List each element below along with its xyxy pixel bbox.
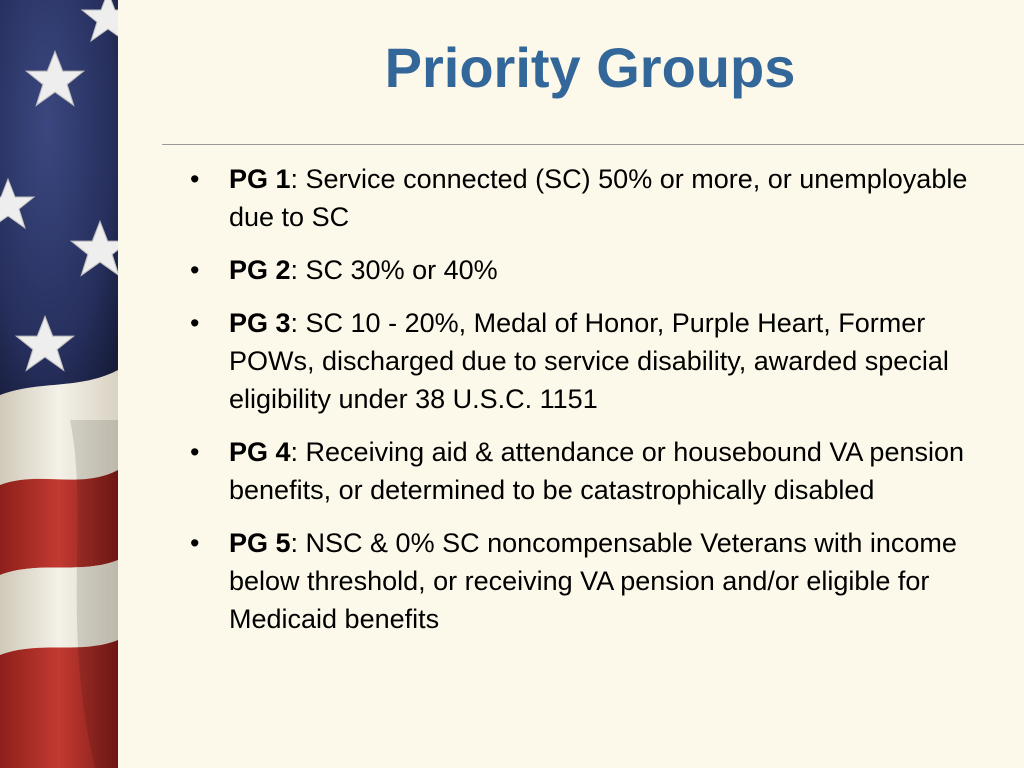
flag-graphic <box>0 0 118 768</box>
bullet-dot: • <box>190 164 200 194</box>
bullet-text: : NSC & 0% SC noncompensable Veterans with income below threshold, or receiving VA pension and/or eligible for Medicaid benefits <box>229 528 957 634</box>
bullet-dot: • <box>190 255 200 285</box>
bullet-dot: • <box>190 528 200 558</box>
bullet-label: PG 4 <box>229 437 291 467</box>
slide-title: Priority Groups <box>384 36 796 99</box>
bullet-dot: • <box>190 308 200 338</box>
bullet-text: : Receiving aid & attendance or housebound VA pension benefits, or determined to be catastrophically disabled <box>229 437 965 505</box>
bullet-item <box>186 251 986 289</box>
bullet-text: : Service connected (SC) 50% or more, or unemployable due to SC <box>229 164 968 232</box>
bullet-label: PG 1 <box>229 164 291 194</box>
bullet-text: : SC 10 - 20%, Medal of Honor, Purple Heart, Former POWs, discharged due to service disability, awarded special eligibility under 38 U.S.C. 1151 <box>229 308 949 414</box>
bullet-label: PG 5 <box>229 528 291 558</box>
title-divider <box>162 144 1024 145</box>
bullet-item <box>186 433 986 509</box>
bullet-label: PG 3 <box>229 308 291 338</box>
bullet-item <box>186 160 986 236</box>
bullet-item <box>186 524 986 638</box>
bullet-list <box>186 160 986 653</box>
bullet-text: : SC 30% or 40% <box>290 255 498 285</box>
bullet-item <box>186 304 986 418</box>
american-flag-image <box>0 0 118 768</box>
bullet-label: PG 2 <box>229 255 291 285</box>
bullet-dot: • <box>190 437 200 467</box>
